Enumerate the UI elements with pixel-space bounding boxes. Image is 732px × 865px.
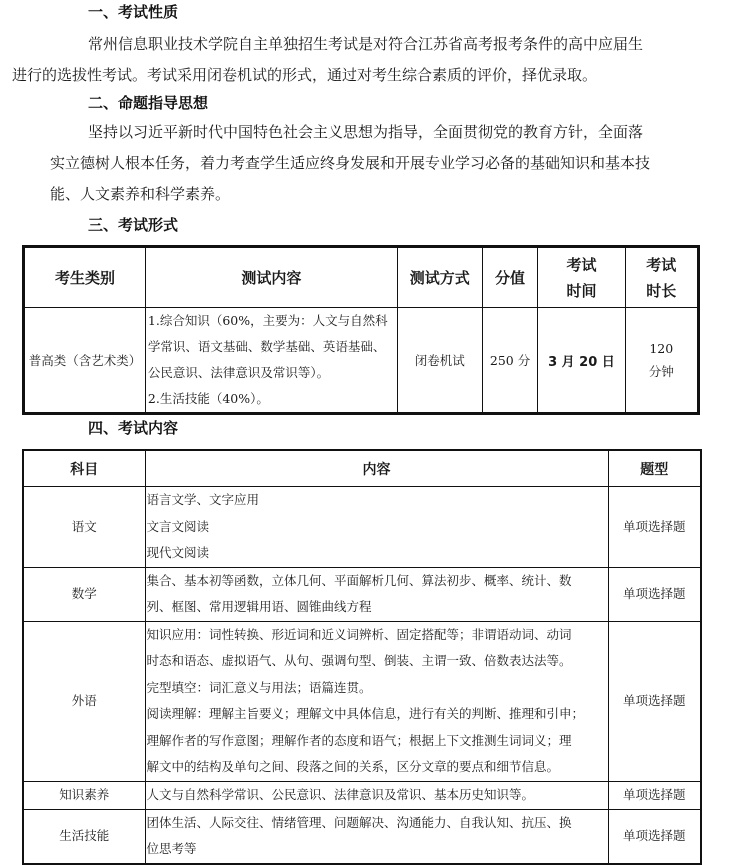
content-line: 完型填空：词汇意义与用法；语篇连贯。 <box>146 679 372 695</box>
content-cell <box>145 809 608 864</box>
header-exam-time-line-2: 时间 <box>566 281 597 300</box>
section-3-heading: 三、考试形式 <box>88 216 179 234</box>
section-2-paragraph <box>50 117 690 210</box>
content-line: 解文中的结构及单句之间、段落之间的关系，区分文章的要点和细节信息。 <box>146 759 560 774</box>
table-row <box>23 487 701 568</box>
date-cell: 3 月 20 日 <box>538 308 625 414</box>
category-cell: 普高类（含艺术类） <box>24 308 146 414</box>
section-4-heading: 四、考试内容 <box>88 419 179 437</box>
duration-cell <box>625 308 698 414</box>
section-2-heading: 二、命题指导思想 <box>88 94 209 112</box>
section-2-line-2: 实立德树人根本任务，着力考查学生适应终身发展和开展专业学习必备的基础知识和基本技 <box>50 154 651 172</box>
section-2-line-3: 能、人文素养和科学素养。 <box>50 185 231 203</box>
content-cell <box>145 308 397 414</box>
content-cell <box>145 781 608 809</box>
table-row <box>23 621 701 781</box>
content-cell <box>145 567 608 621</box>
content-cell <box>145 487 608 568</box>
content-line-3: 公民意识、法律意识及常识等）。 <box>147 365 330 380</box>
section-1-heading: 一、考试性质 <box>88 3 179 21</box>
table-row <box>23 809 701 864</box>
header-category: 考生类别 <box>24 247 146 308</box>
section-1-line-2: 进行的选拔性考试。考试采用闭卷机试的形式，通过对考生综合素质的评价，择优录取。 <box>12 66 598 84</box>
score-cell: 250 分 <box>482 308 538 414</box>
section-1-line-1: 常州信息职业技术学院自主单独招生考试是对符合江苏省高考报考条件的高中应届生 <box>88 35 644 53</box>
content-line: 位思考等 <box>146 841 197 856</box>
content-line: 列、框图、常用逻辑用语、圆锥曲线方程 <box>146 599 372 614</box>
exam-format-header-row <box>24 247 699 308</box>
question-type-cell: 单项选择题 <box>608 567 701 621</box>
content-line: 阅读理解：理解主旨要义；理解文中具体信息，进行有关的判断、推理和引申； <box>146 706 585 721</box>
method-cell: 闭卷机试 <box>397 308 482 414</box>
header-score: 分值 <box>482 247 538 308</box>
subject-cell: 知识素养 <box>23 781 145 809</box>
header-content: 测试内容 <box>145 247 397 308</box>
header-duration <box>625 247 698 308</box>
exam-content-table <box>22 449 702 865</box>
content-line: 语言文学、文字应用 <box>146 492 260 507</box>
subject-cell: 数学 <box>23 567 145 621</box>
duration-line-1: 120 <box>649 340 674 356</box>
header-subject: 科目 <box>23 450 145 487</box>
table-row <box>23 781 701 809</box>
question-type-cell: 单项选择题 <box>608 621 701 781</box>
duration-line-2: 分钟 <box>648 363 674 379</box>
subject-cell: 外语 <box>23 621 145 781</box>
content-line-2: 学常识、语文基础、数学基础、英语基础、 <box>147 339 386 354</box>
exam-format-table <box>22 245 700 415</box>
header-duration-line-2: 时长 <box>646 281 677 300</box>
question-type-cell: 单项选择题 <box>608 487 701 568</box>
content-line-1: 1.综合知识（60%，主要为：人文与自然科 <box>147 313 388 328</box>
header-method: 测试方式 <box>397 247 482 308</box>
header-question-type: 题型 <box>608 450 701 487</box>
exam-format-row <box>24 308 699 414</box>
content-line: 团体生活、人际交往、情绪管理、问题解决、沟通能力、自我认知、抗压、换 <box>146 814 572 830</box>
section-1-paragraph <box>12 29 690 91</box>
content-line: 知识应用：词性转换、形近词和近义词辨析、固定搭配等；非谓语动词、动词 <box>146 626 572 642</box>
content-line: 人文与自然科学常识、公民意识、法律意识及常识、基本历史知识等。 <box>146 786 535 802</box>
content-line: 现代文阅读 <box>146 545 210 560</box>
content-line: 理解作者的写作意图；理解作者的态度和语气；根据上下文推测生词词义；理 <box>146 732 572 748</box>
header-duration-line-1: 考试 <box>646 255 677 274</box>
exam-content-header-row <box>23 450 701 487</box>
question-type-cell: 单项选择题 <box>608 781 701 809</box>
content-cell <box>145 621 608 781</box>
header-exam-time-line-1: 考试 <box>566 255 597 274</box>
header-content: 内容 <box>145 450 608 487</box>
content-line: 文言文阅读 <box>146 518 210 534</box>
question-type-cell: 单项选择题 <box>608 809 701 864</box>
content-line: 集合、基本初等函数，立体几何、平面解析几何、算法初步、概率、统计、数 <box>146 572 572 588</box>
subject-cell: 生活技能 <box>23 809 145 864</box>
section-2-line-1: 坚持以习近平新时代中国特色社会主义思想为指导，全面贯彻党的教育方针，全面落 <box>88 123 644 141</box>
table-row <box>23 567 701 621</box>
header-exam-time <box>538 247 625 308</box>
subject-cell: 语文 <box>23 487 145 568</box>
content-line: 时态和语态、虚拟语气、从句、强调句型、倒装、主谓一致、倍数表达法等。 <box>146 653 572 668</box>
content-line-4: 2.生活技能（40%）。 <box>147 391 269 406</box>
